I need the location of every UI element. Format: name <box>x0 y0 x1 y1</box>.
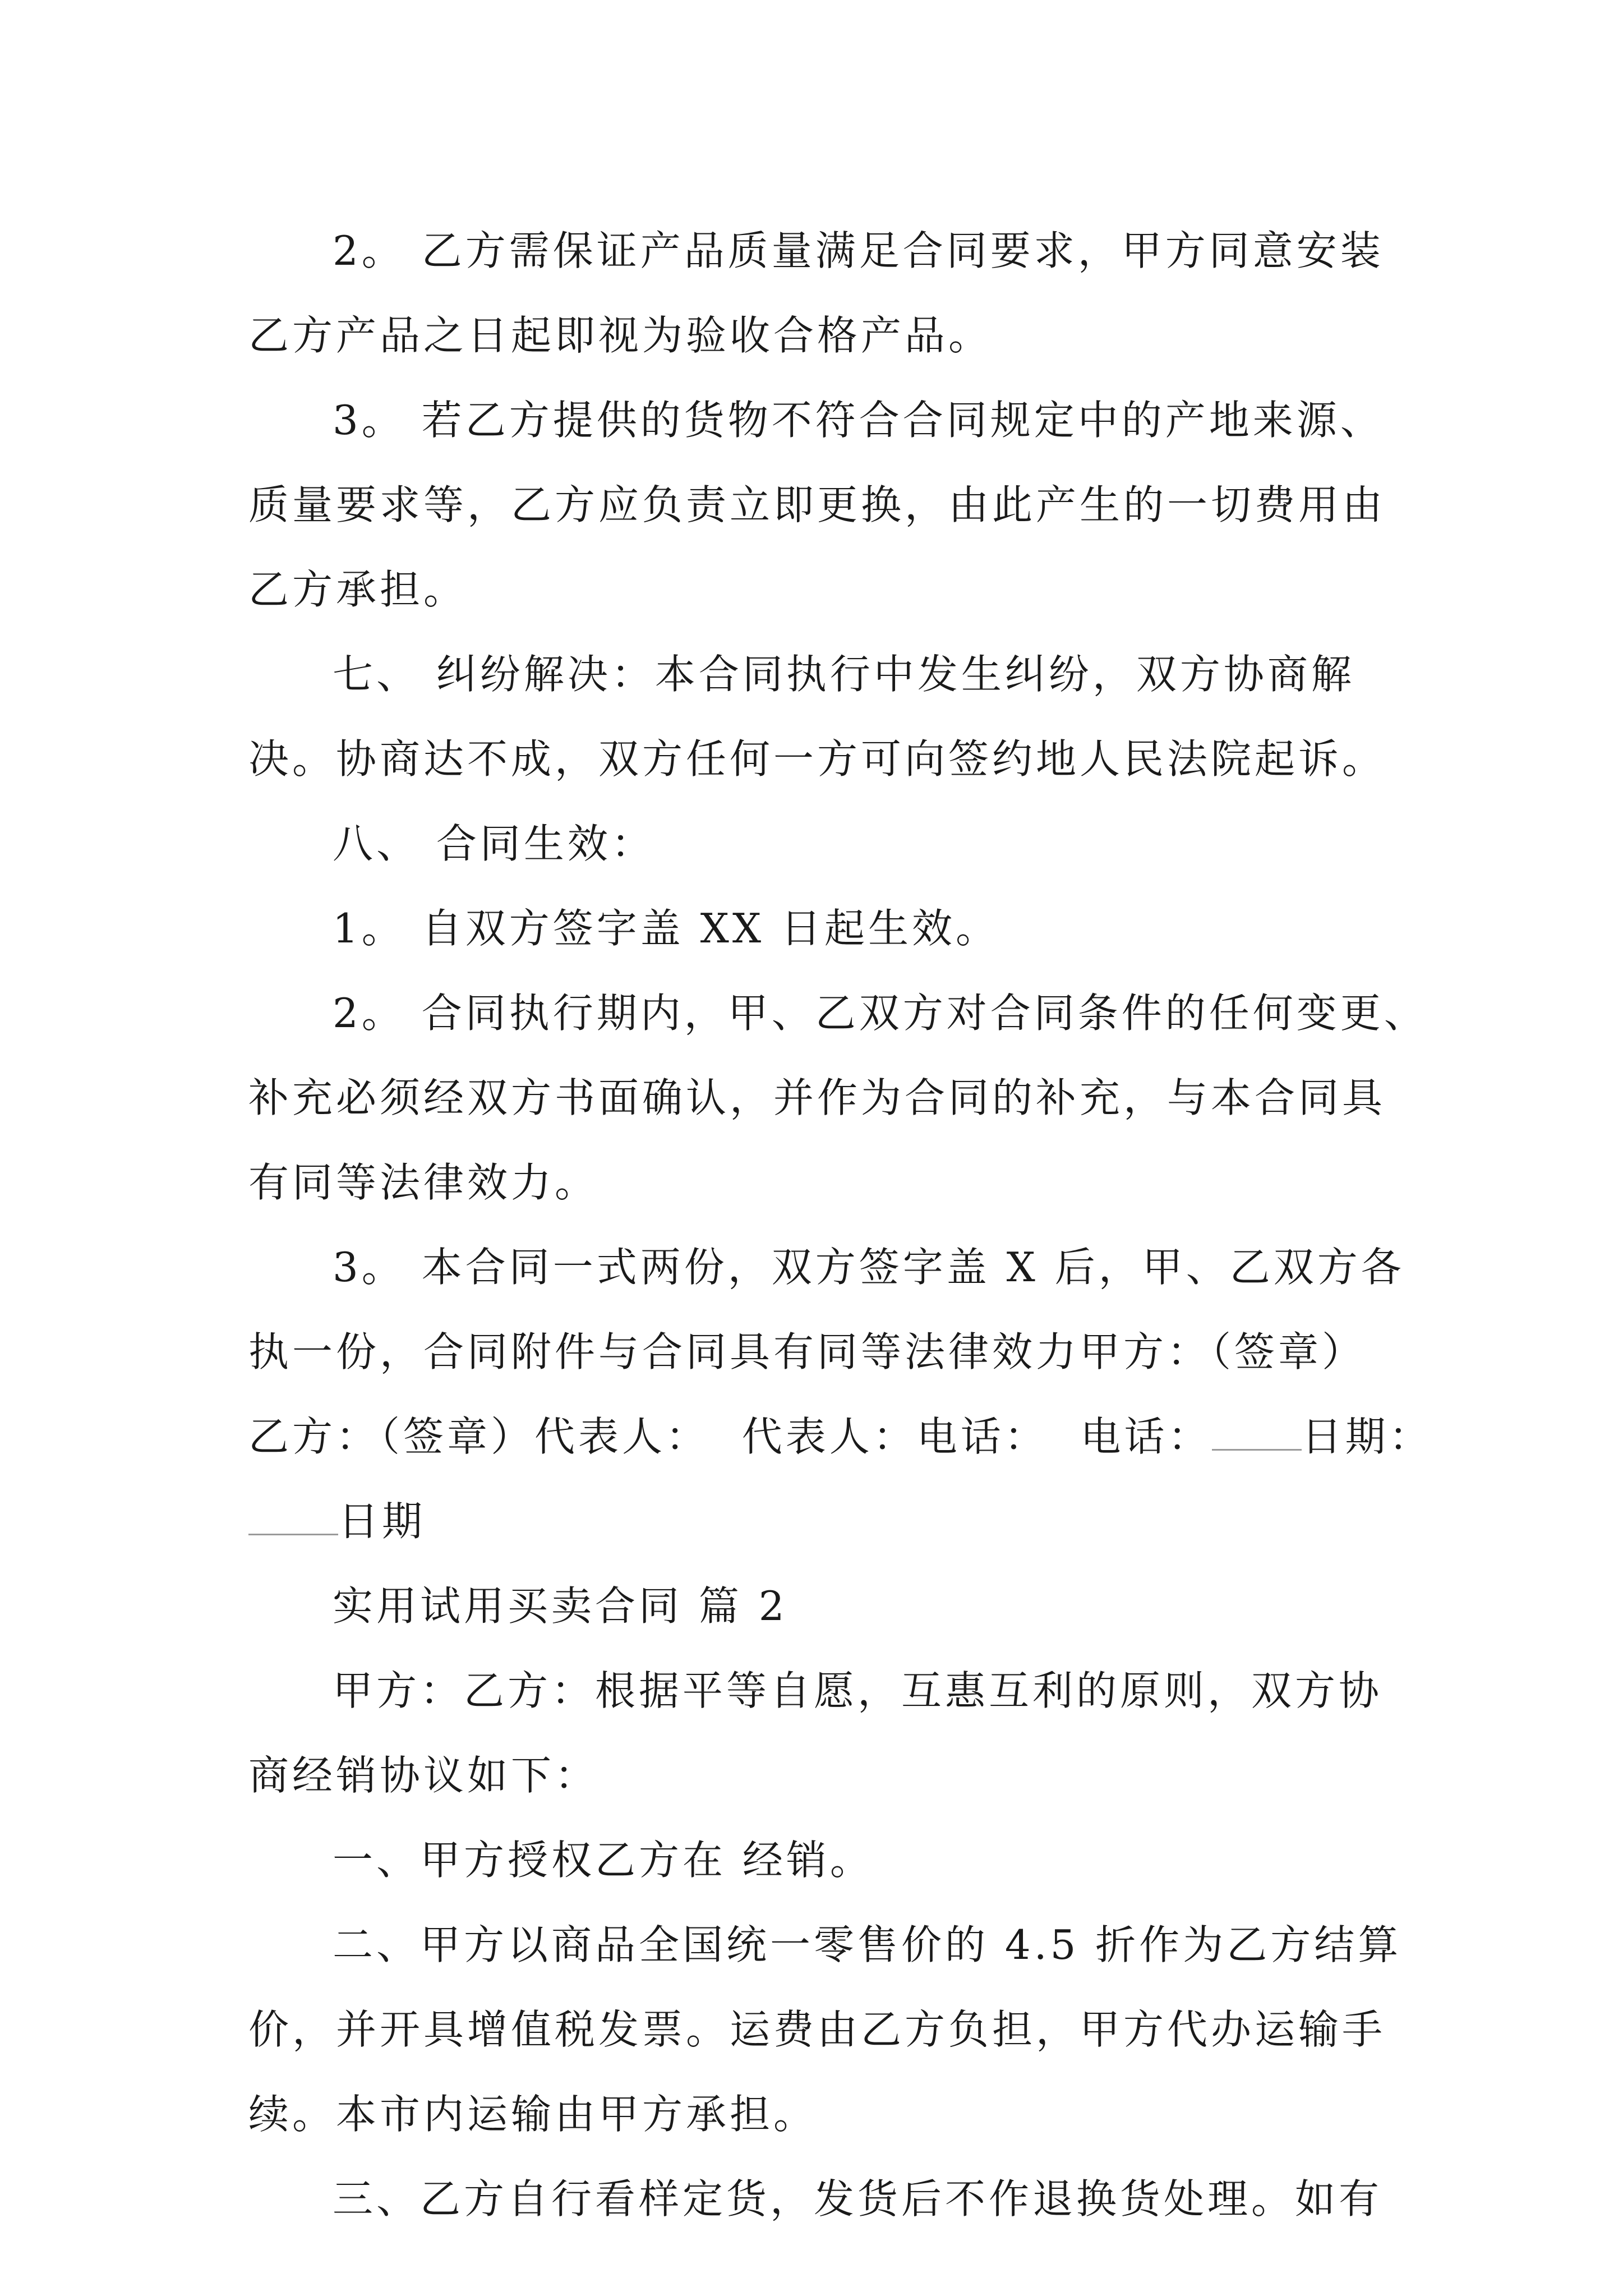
date-line <box>248 1479 1376 1564</box>
text-line: 执一份，合同附件与合同具有同等法律效力甲方：（签章） <box>248 1328 1366 1375</box>
clause-3 <box>248 2157 1383 2242</box>
signature-line <box>248 1395 1433 1479</box>
text-line: 续。本市内运输由甲方承担。 <box>248 2091 818 2138</box>
text-line: 决。协商达不成，双方任何一方可向签约地人民法院起诉。 <box>248 735 1386 783</box>
section-title <box>248 1564 1376 1649</box>
text-line: 商经销协议如下： <box>248 1752 599 1799</box>
clause-6-3 <box>248 378 1386 632</box>
text-line: 质量要求等，乙方应负责立即更换，由此产生的一切费用由 <box>248 481 1386 528</box>
text-line: 七、 纠纷解决：本合同执行中发生纠纷，双方协商解 <box>333 651 1355 698</box>
clause-1 <box>248 1818 1376 1903</box>
date-blank <box>248 1500 338 1535</box>
text-line: 三、乙方自行看样定货，发货后不作退换货处理。如有 <box>333 2175 1383 2223</box>
text-line: 价，并开具增值税发票。运费由乙方负担，甲方代办运输手 <box>248 2006 1386 2053</box>
signature-labels: 乙方：（签章）代表人： 代表人：电话： 电话： <box>248 1413 1212 1460</box>
clause-8-2 <box>248 971 1428 1225</box>
text-line: 有同等法律效力。 <box>248 1159 599 1206</box>
clause-7-dispute <box>248 632 1386 802</box>
text-line: 乙方产品之日起即视为验收合格产品。 <box>248 312 993 359</box>
text-line: 一、甲方授权乙方在 经销。 <box>333 1837 874 1884</box>
clause-8-heading <box>248 802 1376 886</box>
text-line: 2。 合同执行期内，甲、乙双方对合同条件的任何变更、 <box>333 990 1428 1037</box>
text-line: 八、 合同生效： <box>333 820 655 867</box>
text-line: 乙方承担。 <box>248 566 468 613</box>
text-line: 补充必须经双方书面确认，并作为合同的补充，与本合同具 <box>248 1074 1386 1121</box>
date-label: 日期 <box>338 1498 426 1545</box>
clause-6-2 <box>248 209 1384 378</box>
clause-8-3 <box>248 1225 1433 1564</box>
document-body <box>248 209 1433 2242</box>
text-line: 3。 若乙方提供的货物不符合合同规定中的产地来源、 <box>333 397 1384 444</box>
text-line: 二、甲方以商品全国统一零售价的 4.5 折作为乙方结算 <box>333 1921 1402 1968</box>
text-line: 1。 自双方签字盖 XX 日起生效。 <box>333 905 999 952</box>
text-line: 甲方：乙方：根据平等自愿，互惠互利的原则，双方协 <box>333 1667 1383 1714</box>
date-blank <box>1212 1415 1302 1451</box>
agreement-intro <box>248 1649 1383 1818</box>
text-line: 2。 乙方需保证产品质量满足合同要求，甲方同意安装 <box>333 227 1384 274</box>
clause-2 <box>248 1903 1402 2157</box>
text-line: 实用试用买卖合同 篇 2 <box>333 1582 788 1630</box>
clause-8-1 <box>248 886 1376 971</box>
text-line: 3。 本合同一式两份，双方签字盖 X 后，甲、乙双方各 <box>333 1244 1405 1291</box>
date-label: 日期： <box>1301 1413 1433 1460</box>
